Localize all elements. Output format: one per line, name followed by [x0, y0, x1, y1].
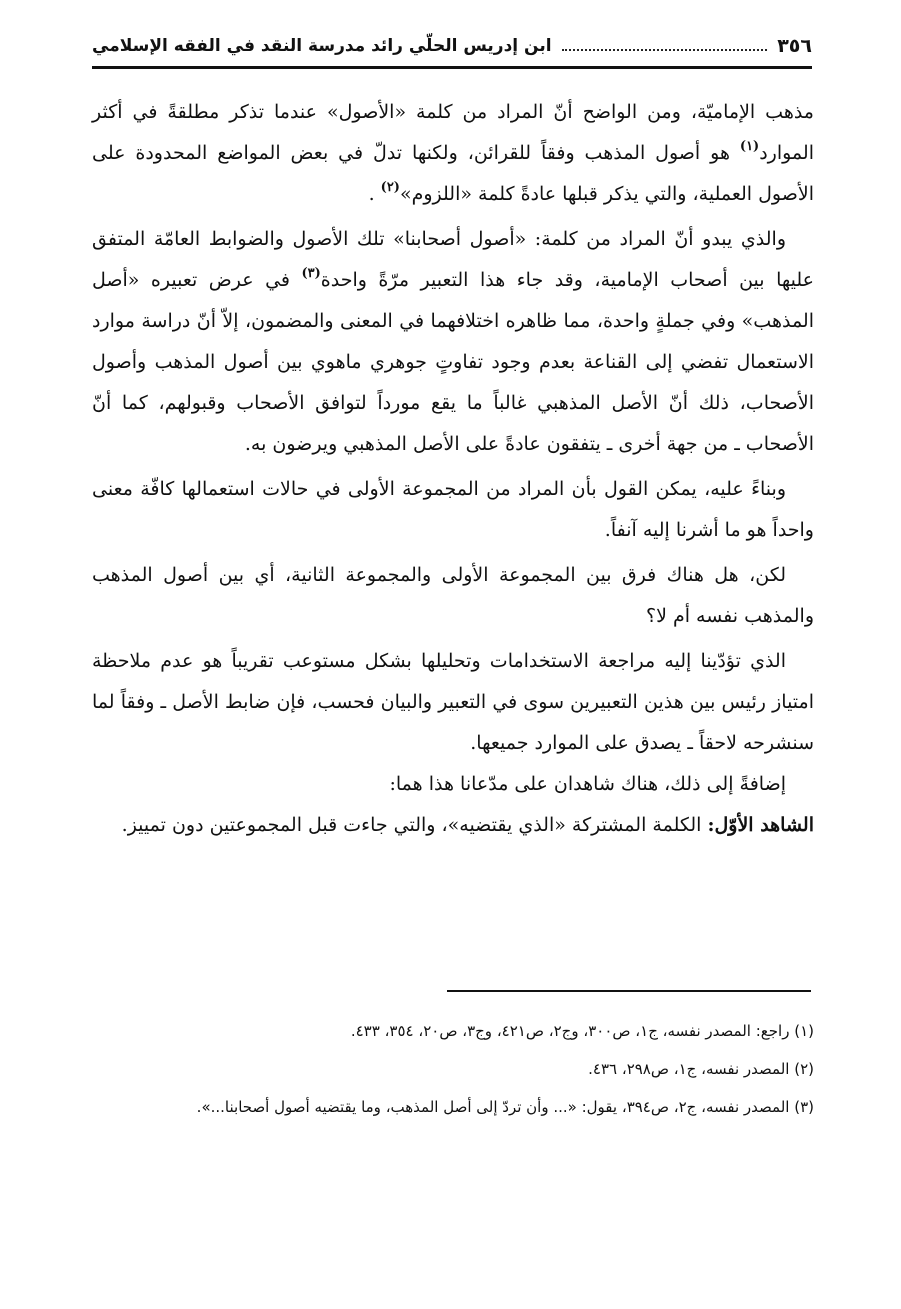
running-title: ابن إدريس الحلّي رائد مدرسة النقد في الفقه الإسلامي	[92, 36, 552, 56]
paragraph-3: وبناءً عليه، يمكن القول بأن المراد من المجموعة الأولى في حالات استعمالها كافّة معنى واحداً هو ما أشرنا إليه آنفاً.	[92, 478, 814, 541]
footnote-ref-3[interactable]: (٣)	[301, 266, 321, 281]
footnote-separator	[447, 990, 811, 992]
page-header	[92, 28, 812, 64]
header-rule	[92, 66, 812, 69]
paragraph-2-part-b: في عرض تعبيره «أصل المذهب» وفي جملةٍ واحدة، مما ظاهره اختلافهما في المعنى والمضمون، إلاّ أنّ دراسة موارد الاستعمال تفضي إلى القناعة بعدم وجود تفاوتٍ جوهري ماهوي بين أصول المذهب وأصول الأصحاب، ذلك أنّ الأصل المذهبي غالباً ما يقع مورداً لتوافق الأصحاب وقبولهم، كما أنّ الأصحاب ـ من جهة أخرى ـ يتفقون عادةً على الأصل المذهبي ويرضون به.	[92, 269, 814, 455]
paragraph-5: الذي تؤدّينا إليه مراجعة الاستخدامات وتحليلها بشكل مستوعب تقريباً هو عدم ملاحظة امتياز رئيس بين هذين التعبيرين سوى في التعبير والبيان فحسب، فإن ضابط الأصل ـ وفقاً لما سنشرحه لاحقاً ـ يصدق على الموارد جميعها.	[92, 650, 814, 754]
paragraph-2	[92, 219, 814, 465]
paragraph-1-part-b: هو أصول المذهب وفقاً للقرائن، ولكنها تدلّ في بعض المواضع المحدودة على الأصول العملية، والتي يذكر قبلها عادةً كلمة «اللزوم»	[92, 142, 814, 205]
paragraph-4: لكن، هل هناك فرق بين المجموعة الأولى والمجموعة الثانية، أي بين أصول المذهب والمذهب نفسه أم لا؟	[92, 564, 814, 627]
page-number: ٣٥٦	[777, 35, 812, 57]
footnotes	[92, 1012, 814, 1126]
footnote-ref-1[interactable]: (١)	[739, 139, 760, 154]
paragraph-6: إضافةً إلى ذلك، هناك شاهدان على مدّعانا هذا هما:	[389, 773, 786, 795]
body-text	[92, 92, 814, 846]
footnote-3: (٣) المصدر نفسه، ج٢، ص٣٩٤، يقول: «... وأن تردّ إلى أصل المذهب، وما يقتضيه أصول أصحابنا...».	[196, 1098, 814, 1116]
footnote-ref-2[interactable]: (٢)	[380, 180, 400, 195]
paragraph-7	[92, 805, 814, 846]
paragraph-1-part-c: .	[368, 183, 381, 205]
footnote-1: (١) راجع: المصدر نفسه، ج١، ص٣٠٠، وج٢، ص٤٢١، وج٣، ص٢٠، ٣٥٤، ٤٣٣.	[350, 1022, 814, 1040]
header-dot-leader	[562, 49, 768, 51]
paragraph-1	[92, 92, 814, 215]
paragraph-2-part-a: والذي يبدو أنّ المراد من كلمة: «أصول أصحابنا» تلك الأصول والضوابط العامّة المتفق عليها بين أصحاب الإمامية، وقد جاء هذا التعبير مرّةً واحدة	[92, 228, 814, 291]
paragraph-1-part-a: مذهب الإماميّة، ومن الواضح أنّ المراد من كلمة «الأصول» عندما تذكر مطلقةً في أكثر الموارد	[92, 101, 814, 164]
witness-label: الشاهد الأوّل:	[707, 814, 814, 836]
footnote-2: (٢) المصدر نفسه، ج١، ص٢٩٨، ٤٣٦.	[588, 1060, 814, 1078]
witness-text: الكلمة المشتركة «الذي يقتضيه»، والتي جاءت قبل المجموعتين دون تمييز.	[121, 814, 708, 836]
